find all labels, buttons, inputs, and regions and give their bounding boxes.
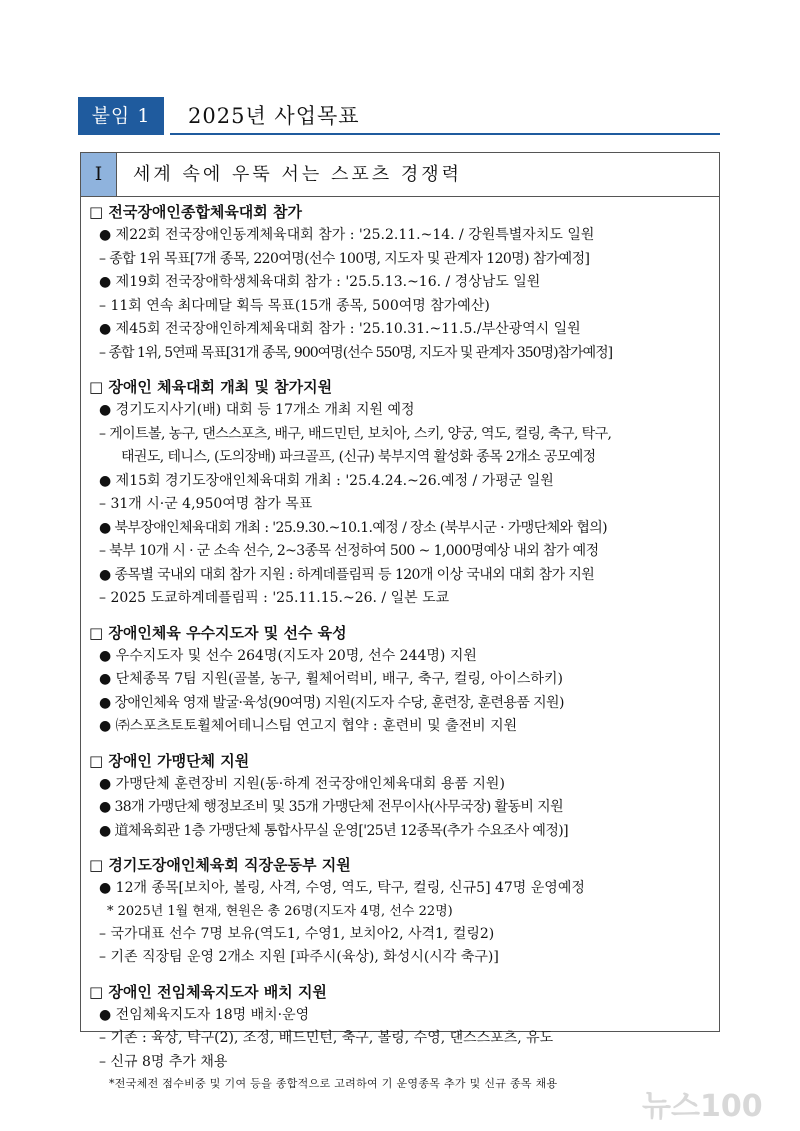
block-full-time-coaches	[89, 980, 715, 1095]
list-item: ● 종목별 국내외 대회 참가 지원 : 하계데플림픽 등 120개 이상 국내외 대회 참가 지원	[99, 566, 595, 583]
block-title: □ 전국장애인종합체육대회 참가	[89, 203, 302, 221]
list-item: – 기존 직장팀 운영 2개소 지원 [파주시(육상), 화성시(시각 축구)]	[99, 949, 499, 965]
list-item: ● 장애인체육 영재 발굴·육성(90여명) 지원(지도자 수당, 훈련장, 훈련용품 지원)	[99, 694, 564, 711]
attachment-tag: 붙임 1	[78, 97, 164, 135]
list-item: ● 12개 종목[보치아, 볼링, 사격, 수영, 역도, 탁구, 컬링, 신규5] 47명 운영예정	[99, 880, 585, 896]
list-item: 태권도, 테니스, (도의장배) 파크골프, (신규) 북부지역 활성화 종목 2개소 공모예정	[121, 449, 596, 465]
list-item: ● 우수지도자 및 선수 264명(지도자 20명, 선수 244명) 지원	[99, 647, 477, 664]
content-box	[80, 152, 720, 1090]
list-item: – 게이트볼, 농구, 댄스스포츠, 배구, 배드민턴, 보치아, 스키, 양궁, 역도, 컬링, 축구, 탁구,	[99, 425, 612, 442]
list-item: – 11회 연속 최다메달 획득 목표(15개 종목, 500여명 참가예산)	[99, 297, 490, 314]
content-body	[89, 200, 715, 1104]
list-item: ● 가맹단체 훈련장비 지원(동·하계 전국장애인체육대회 용품 지원)	[99, 775, 505, 792]
block-title: □ 장애인 체육대회 개최 및 참가지원	[89, 378, 333, 396]
block-title: □ 경기도장애인체육회 직장운동부 지원	[89, 856, 351, 874]
list-item: – 종합 1위 목표[7개 종목, 220여명(선수 100명, 지도자 및 관계자 120명) 참가예정]	[99, 250, 590, 267]
list-item: ● 경기도지사기(배) 대회 등 17개소 개최 지원 예정	[99, 402, 415, 418]
section-title: 세계 속에 우뚝 서는 스포츠 경쟁력	[133, 164, 463, 185]
list-item: ● 제22회 전국장애인동계체육대회 참가 : '25.2.11.~14. / 강원특별자치도 일원	[99, 227, 595, 243]
page-title: 2025년 사업목표	[188, 104, 360, 128]
block-athlete-development	[89, 621, 715, 739]
list-item: ● 제15회 경기도장애인체육대회 개최 : '25.4.24.~26.예정 / 가평군 일원	[99, 472, 554, 489]
list-item: ● ㈜스포츠토토휠체어테니스팀 연고지 협약 : 훈련비 및 출전비 지원	[99, 718, 518, 734]
block-workplace-teams	[89, 853, 715, 970]
block-event-hosting	[89, 375, 715, 611]
list-item: ● 道체육회관 1층 가맹단체 통합사무실 운영['25년 12종목(추가 수요조사 예정)]	[99, 822, 568, 839]
list-item: – 2025 도쿄하계데플림픽 : '25.11.15.~26. / 일본 도쿄	[99, 590, 450, 606]
page-header	[78, 97, 720, 135]
news-watermark-logo: 뉴스100	[642, 1089, 763, 1124]
footnote: * 2025년 1월 현재, 현원은 총 26명(지도자 4명, 선수 22명)	[107, 903, 453, 919]
list-item: ● 전임체육지도자 18명 배치·운영	[99, 1006, 310, 1023]
block-national-games	[89, 200, 715, 365]
section-header	[81, 153, 719, 197]
list-item: – 종합 1위, 5연패 목표[31개 종목, 900여명(선수 550명, 지도자 및 관계자 350명)참가예정]	[99, 344, 613, 361]
list-item: – 북부 10개 시 · 군 소속 선수, 2~3종목 선정하여 500 ~ 1,000명예상 내외 참가 예정	[99, 543, 599, 559]
list-item: – 국가대표 선수 7명 보유(역도1, 수영1, 보치아2, 사격1, 컬링2)	[99, 925, 495, 942]
list-item: – 31개 시·군 4,950여명 참가 목표	[99, 496, 313, 512]
list-item: ● 단체종목 7팀 지원(골볼, 농구, 휠체어럭비, 배구, 축구, 컬링, 아이스하키)	[99, 671, 563, 687]
block-member-orgs	[89, 749, 715, 844]
block-title: □ 장애인 전임체육지도자 배치 지원	[89, 982, 327, 1001]
list-item: ● 38개 가맹단체 행정보조비 및 35개 가맹단체 전무이사(사무국장) 활동비 지원	[99, 799, 564, 815]
block-title: □ 장애인 가맹단체 지원	[89, 751, 250, 770]
footnote: *전국체전 점수비중 및 기여 등을 종합적으로 고려하여 기 운영종목 추가 및 신규 종목 채용	[109, 1077, 558, 1090]
block-title: □ 장애인체육 우수지도자 및 선수 육성	[89, 623, 347, 642]
title-underline	[170, 133, 720, 135]
section-number: I	[81, 153, 117, 196]
list-item: – 신규 8명 추가 채용	[99, 1053, 228, 1070]
list-item: ● 제19회 전국장애학생체육대회 참가 : '25.5.13.~16. / 경상남도 일원	[99, 274, 541, 290]
list-item: ● 제45회 전국장애인하계체육대회 참가 : '25.10.31.~11.5./부산광역시 일원	[99, 321, 581, 337]
list-item: ● 북부장애인체육대회 개최 : '25.9.30.~10.1.예정 / 장소 (북부시군 · 가맹단체와 협의)	[99, 519, 608, 536]
list-item: – 기존 : 육상, 탁구(2), 조정, 배드민턴, 축구, 볼링, 수영, 댄스스포츠, 유도	[99, 1030, 554, 1046]
